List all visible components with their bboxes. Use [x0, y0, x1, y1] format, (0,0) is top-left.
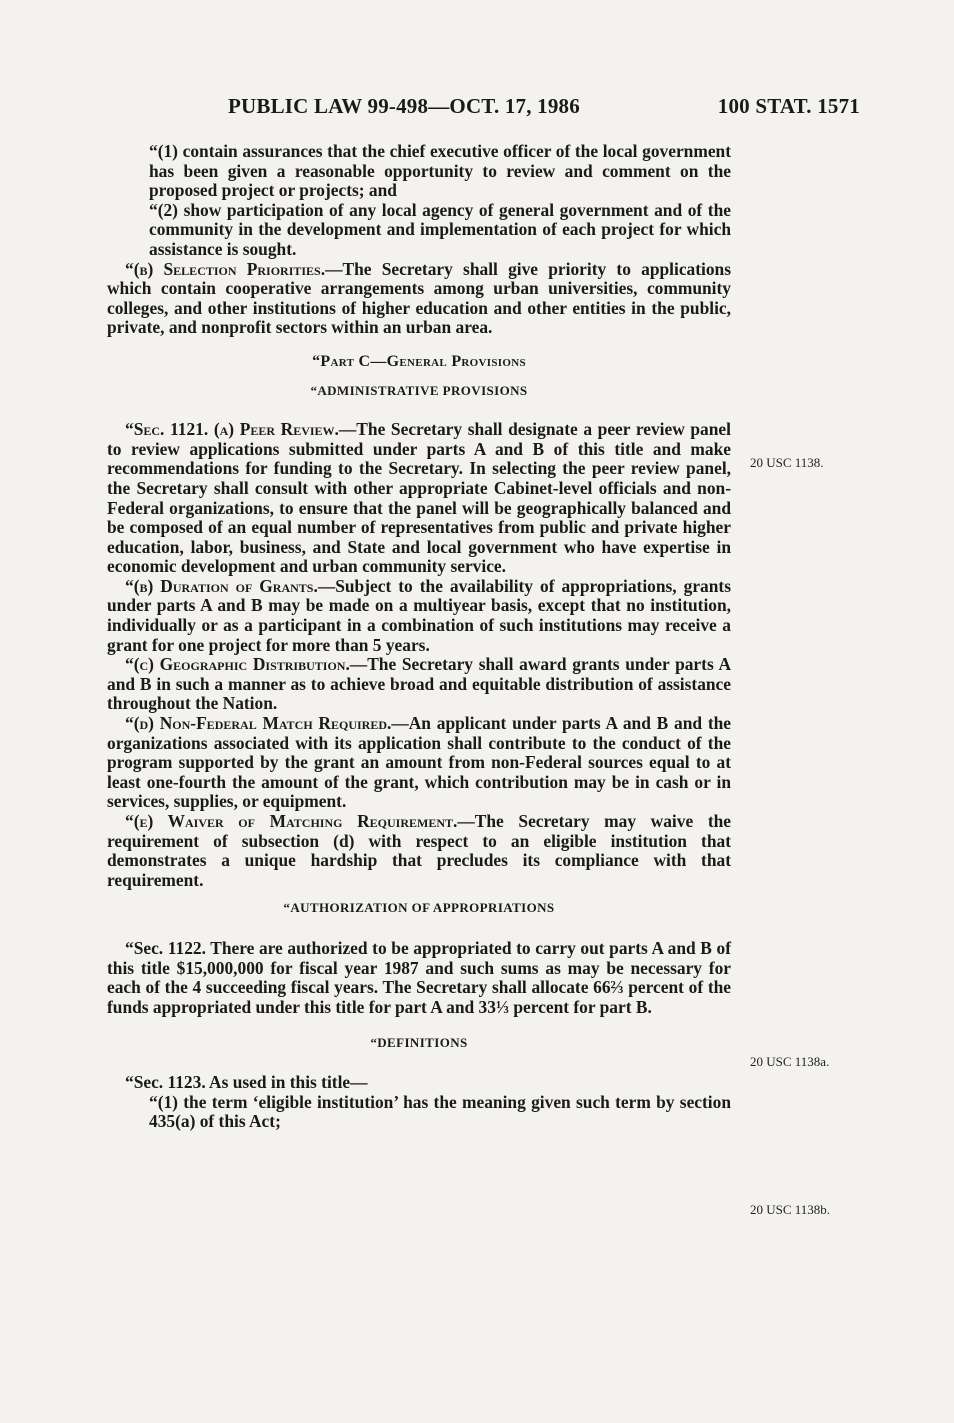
paragraph-waiver — [107, 812, 731, 890]
paragraph-b-selection-priorities — [107, 260, 731, 338]
text-peer-review: —The Secretary shall designate a peer review panel to review applications submitted under parts A and B of this title and make recommendations for funding to the Secretary. In selecting the peer review panel, the Secretary shall consult with other appropriate Cabinet-level officials and non-Federal organizations, to ensure that the panel will be geographically balanced and be composed of an equal number of representatives from public and private higher education, labor, business, and State and local government who have expertise in economic development and urban community service. — [107, 419, 731, 577]
section-1123: “Sec. 1123. As used in this title— — [125, 1071, 368, 1092]
paragraph-1: “(1) contain assurances that the chief executive officer of the local government has been given a reasonable opportunity to review and comment on the proposed project or projects; and — [149, 141, 731, 201]
part-c-title: “Part C—General Provisions — [312, 352, 526, 370]
section-1121 — [107, 420, 731, 577]
heading-non-federal-match: “(d) Non-Federal Match Required. — [125, 713, 392, 734]
body-text — [107, 142, 731, 1132]
paragraph-geographic-distribution — [107, 655, 731, 714]
definition-1: “(1) the term ‘eligible institution’ has the meaning given such term by section 435(a) of this Act; — [149, 1091, 731, 1132]
paragraph-duration-of-grants — [107, 577, 731, 655]
paragraph-2: “(2) show participation of any local agency of general government and of the community in the development and implementation of each project for which assistance is sought. — [149, 199, 731, 259]
text-selection-priorities: —The Secretary shall give priority to applications which contain cooperative arrangements among urban universities, community colleges, and other institutions of higher education and other entities in the public, private, and nonprofit sectors within an urban area. — [107, 258, 731, 338]
text-waiver: —The Secretary may waive the requirement of subsection (d) with respect to an eligible institution that demonstrates a unique hardship that precludes its compliance with that requirement. — [107, 811, 732, 890]
definitions-title: “DEFINITIONS — [370, 1035, 468, 1051]
margin-note-1138: 20 USC 1138. — [750, 455, 824, 470]
statute-citation: 100 STAT. 1571 — [717, 94, 860, 118]
public-law-title: PUBLIC LAW 99-498—OCT. 17, 1986 — [228, 94, 580, 118]
text-geographic-distribution: —The Secretary shall award grants under parts A and B in such a manner as to achieve broad and equitable distribution of assistance throughout the Nation. — [107, 654, 731, 714]
margin-note-1138b: 20 USC 1138b. — [750, 1202, 831, 1217]
section-1122: “Sec. 1122. There are authorized to be appropriated to carry out parts A and B of this title $15,000,000 for fiscal year 1987 and such sums as may be necessary for each of the 4 succeeding fiscal years. The Secretary shall allocate 66⅔ percent of the funds appropriated under this title for part A and 33⅓ percent for part B. — [107, 937, 731, 1017]
heading-duration-of-grants: “(b) Duration of Grants. — [125, 575, 318, 596]
margin-note-1138a: 20 USC 1138a. — [750, 1054, 830, 1069]
text-non-federal-match: —An applicant under parts A and B and the organizations associated with its application shall contribute to the conduct of the program supported by the grant an amount from non-Federal sources equal to at least one-fourth the amount of the grant, which contribution may be in cash or in services, supplies, or equipment. — [107, 713, 731, 812]
heading-waiver: “(e) Waiver of Matching Requirement. — [125, 811, 458, 831]
paragraph-non-federal-match — [107, 714, 731, 812]
text-duration-of-grants: —Subject to the availability of appropriations, grants under parts A and B may be made on a multiyear basis, except that no institution, individually or as a participant in a combination of such institutions may receive a grant for one project for more than 5 years. — [107, 575, 731, 655]
heading-geographic-distribution: “(c) Geographic Distribution. — [125, 654, 350, 675]
heading-peer-review: “Sec. 1121. (a) Peer Review. — [125, 419, 339, 440]
authorization-title: “AUTHORIZATION OF APPROPRIATIONS — [283, 900, 555, 916]
heading-selection-priorities: “(b) Selection Priorities. — [125, 258, 326, 279]
administrative-provisions-title: “ADMINISTRATIVE PROVISIONS — [310, 382, 528, 398]
